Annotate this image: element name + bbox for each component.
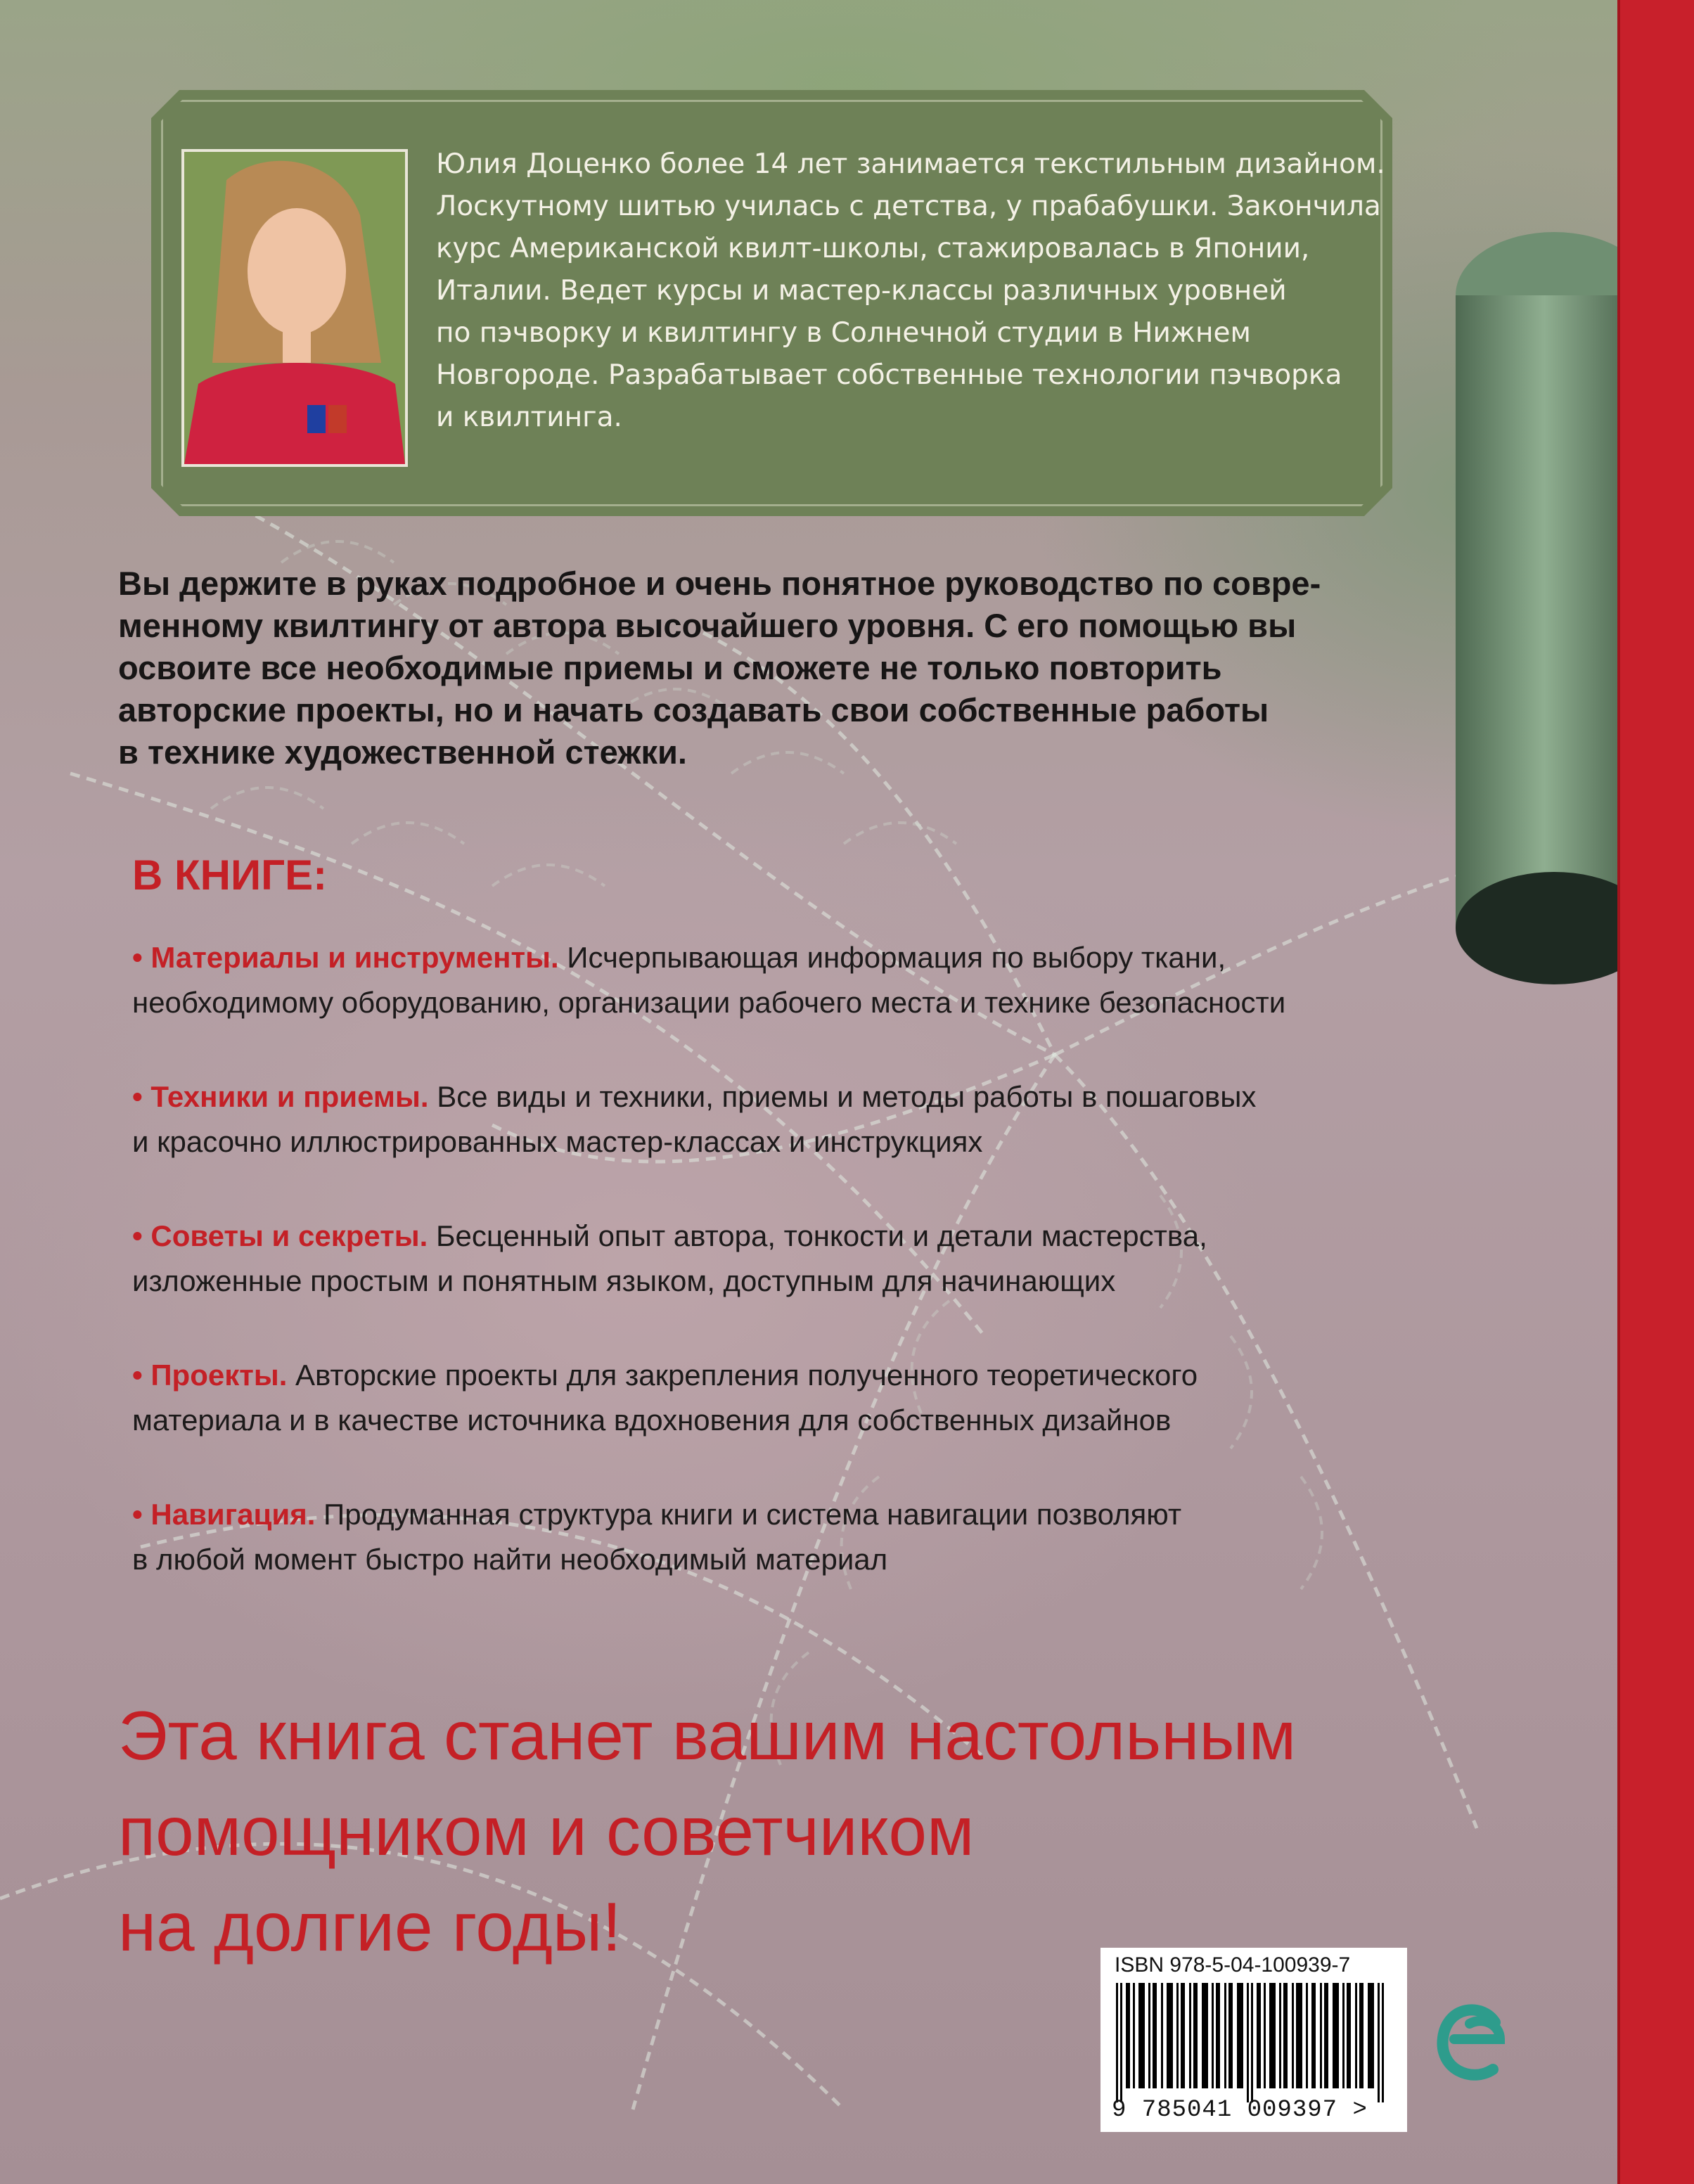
bio-line: курс Американской квилт-школы, стажировалась в Японии,: [436, 233, 1310, 264]
bio-line: по пэчворку и квилтингу в Солнечной студии в Нижнем: [436, 317, 1251, 349]
book-spine: [1617, 0, 1694, 2184]
intro-line: в технике художественной стежки.: [118, 733, 687, 771]
thread-spool-image: [1413, 232, 1631, 991]
barcode-digits: 9 785041 009397 >: [1112, 2097, 1368, 2124]
feature-title: • Материалы и инструменты.: [132, 941, 559, 974]
feature-text: материала и в качестве источника вдохновения для собственных дизайнов: [132, 1403, 1172, 1437]
bio-line: Новгороде. Разрабатывает собственные технологии пэчворка: [436, 359, 1342, 391]
feature-title: • Техники и приемы.: [132, 1080, 429, 1113]
author-bio: [436, 143, 1399, 439]
bio-line: Лоскутному шитью училась с детства, у прабабушки. Закончила: [436, 191, 1381, 222]
feature-text: в любой момент быстро найти необходимый материал: [132, 1543, 888, 1576]
feature-text: Авторские проекты для закрепления полученного теоретического: [287, 1358, 1198, 1392]
isbn-label: ISBN 978-5-04-100939-7: [1115, 1953, 1351, 1977]
intro-line: авторские проекты, но и начать создавать свои собственные работы: [118, 691, 1269, 728]
intro-line: освоите все необходимые приемы и сможете не только повторить: [118, 649, 1222, 686]
intro-paragraph: [118, 563, 1426, 773]
feature-projects: [132, 1353, 1454, 1443]
feature-text: необходимому оборудованию, организации рабочего места и технике безопасности: [132, 986, 1286, 1019]
intro-line: Вы держите в руках подробное и очень понятное руководство по совре-: [118, 565, 1321, 602]
feature-text: изложенные простым и понятным языком, доступным для начинающих: [132, 1264, 1116, 1297]
isbn-barcode-box: [1101, 1948, 1407, 2132]
feature-text: Исчерпывающая информация по выбору ткани,: [558, 941, 1226, 974]
feature-techniques: [132, 1074, 1454, 1164]
slogan-line: на долгие годы!: [118, 1888, 622, 1965]
publisher-logo-icon: [1433, 1996, 1510, 2087]
feature-title: • Советы и секреты.: [132, 1219, 428, 1252]
bio-line: Италии. Ведет курсы и мастер-классы различных уровней: [436, 275, 1287, 307]
intro-line: менному квилтингу от автора высочайшего уровня. С его помощью вы: [118, 607, 1297, 644]
barcode-icon: [1110, 1983, 1397, 2102]
feature-title: • Проекты.: [132, 1358, 288, 1392]
bio-line: и квилтинга.: [436, 402, 622, 433]
slogan-line: помощником и советчиком: [118, 1792, 975, 1870]
slogan: [118, 1688, 1296, 1974]
feature-navigation: [132, 1492, 1454, 1582]
in-book-heading: В КНИГЕ:: [132, 852, 328, 899]
slogan-line: Эта книга станет вашим настольным: [118, 1697, 1297, 1774]
feature-materials: [132, 935, 1454, 1025]
feature-tips: [132, 1214, 1454, 1304]
feature-text: Все виды и техники, приемы и методы работы в пошаговых: [428, 1080, 1257, 1113]
bio-line: Юлия Доценко более 14 лет занимается текстильным дизайном.: [436, 148, 1385, 180]
author-photo: [181, 149, 408, 467]
feature-title: • Навигация.: [132, 1498, 316, 1531]
feature-text: Бесценный опыт автора, тонкости и детали мастерства,: [428, 1219, 1207, 1252]
feature-text: и красочно иллюстрированных мастер-классах и инструкциях: [132, 1125, 983, 1158]
feature-text: Продуманная структура книги и система навигации позволяют: [315, 1498, 1182, 1531]
